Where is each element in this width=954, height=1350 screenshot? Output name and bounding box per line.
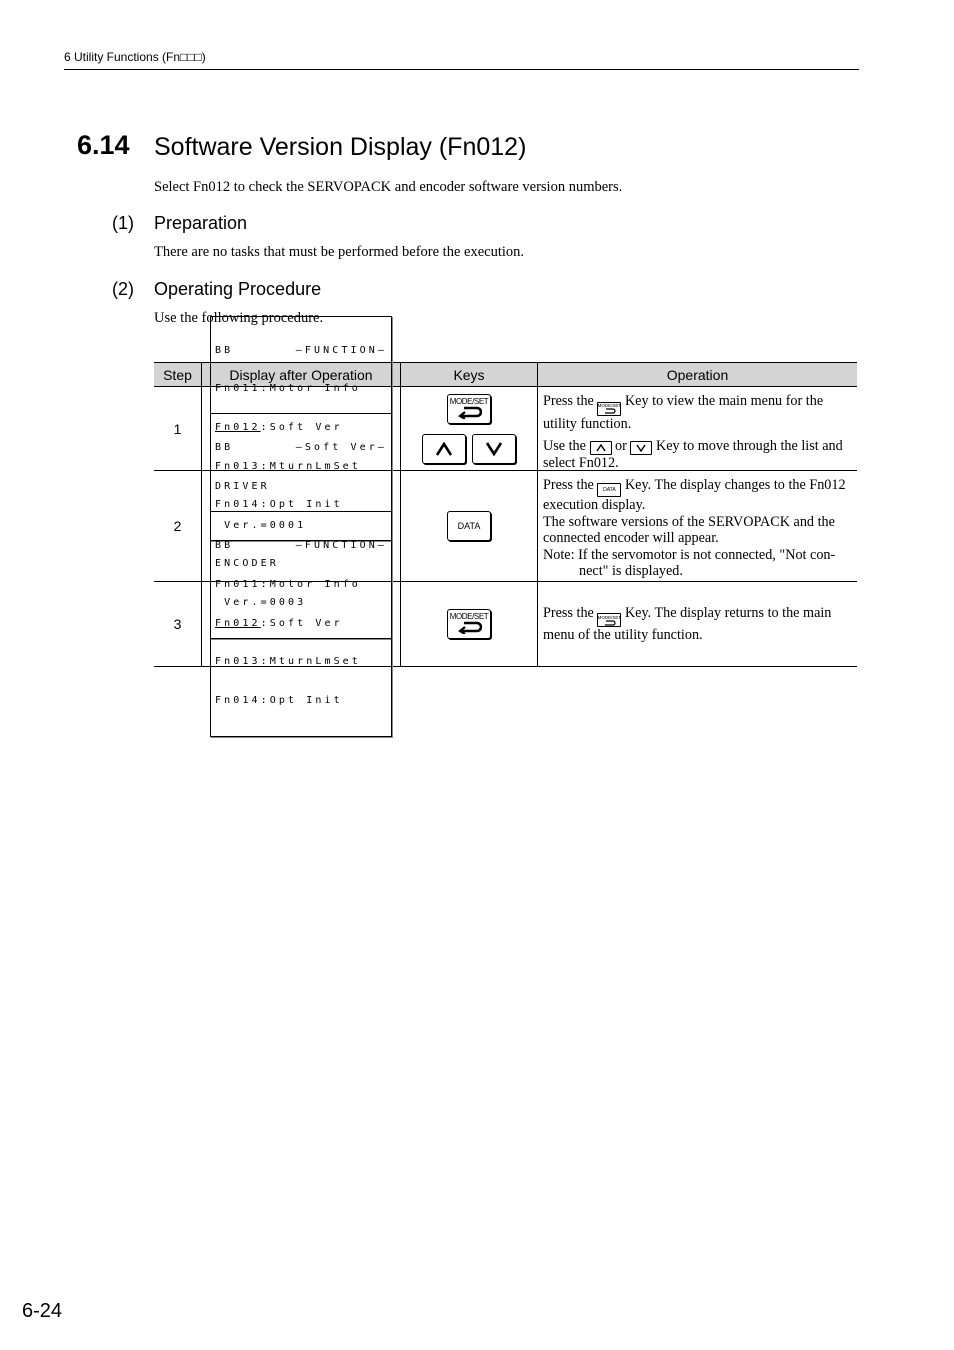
up-arrow-icon <box>435 442 453 456</box>
display-line: Fn011:Motor Info <box>215 383 361 395</box>
enter-arrow-icon <box>456 406 482 419</box>
mode-set-key-icon-label: MODE/SET <box>597 614 622 620</box>
step-number: 3 <box>154 582 202 666</box>
header-operation: Operation <box>666 366 729 383</box>
preparation-number: (1) <box>112 213 134 233</box>
up-key[interactable] <box>422 434 466 464</box>
section-title: Software Version Display (Fn012) <box>154 133 527 161</box>
step-number: 1 <box>154 387 202 470</box>
display-status: BB <box>215 442 234 454</box>
mode-set-key-label: MODE/SET <box>449 396 489 406</box>
header-display: Display after Operation <box>202 363 401 386</box>
display-line: Fn014:Opt Init <box>215 694 343 706</box>
note-label: Note: <box>543 546 579 563</box>
preparation-text: There are no tasks that must be performed before the execution. <box>154 244 525 260</box>
header-rule <box>64 69 859 70</box>
operation-text: Press the <box>543 477 598 493</box>
up-key-icon <box>590 441 612 455</box>
display-mode: –FUNCTION– <box>295 344 387 356</box>
operation-text: Press the <box>543 604 598 621</box>
mode-set-key-icon-label: MODE/SET <box>597 403 622 408</box>
header-step: Step <box>154 363 202 386</box>
preparation-heading: Preparation <box>154 213 248 233</box>
data-key-icon: DATA <box>597 483 621 497</box>
operation-text: Key to view the main menu for the utility function. <box>543 393 824 432</box>
page-number: 6-24 <box>22 1300 63 1322</box>
procedure-table <box>154 344 857 706</box>
operation-text: Use the <box>543 438 590 454</box>
mode-set-key[interactable] <box>447 609 491 639</box>
down-key-icon <box>630 441 652 455</box>
display-line: :Soft Ver <box>260 617 343 629</box>
data-key[interactable]: DATA <box>447 511 491 541</box>
operation-text: The software versions of the SERVOPACK and the connected encoder will appear. <box>543 513 835 547</box>
display-line: Fn013:MturnLmSet <box>215 460 361 472</box>
display-line: Ver.=0001 <box>224 519 307 531</box>
mode-set-key-icon <box>597 613 621 627</box>
operation-text: or <box>611 438 631 454</box>
display-line: :Soft Ver <box>260 422 343 434</box>
down-arrow-icon <box>485 442 503 456</box>
display-mode: –Soft Ver– <box>295 442 387 454</box>
section-number: 6.14 <box>77 130 130 160</box>
header-keys: Keys <box>401 363 538 386</box>
display-status: BB <box>215 344 234 356</box>
operation-text: Key to move through the list and select Fn012. <box>543 438 843 471</box>
display-status: BB <box>215 540 234 552</box>
note-text: nect" is displayed. <box>579 563 683 580</box>
mode-set-key-label: MODE/SET <box>449 612 489 621</box>
section-intro: Select Fn012 to check the SERVOPACK and encoder software version numbers. <box>154 179 623 195</box>
down-key[interactable] <box>472 434 516 464</box>
operation-text: Press the <box>543 393 598 409</box>
display-line-cursor: Fn012 <box>215 617 261 629</box>
operation-text: Key. The display returns to the main menu of the utility function. <box>543 604 832 643</box>
display-line: Fn011:Motor Info <box>215 578 361 590</box>
display-line: Ver.=0003 <box>224 596 307 608</box>
procedure-heading: Operating Procedure <box>154 279 322 299</box>
mode-set-key-icon <box>597 402 621 416</box>
enter-arrow-icon <box>456 621 482 634</box>
display-line-cursor: Fn012 <box>215 422 261 434</box>
note-text: If the servomotor is not connected, "Not con- <box>578 546 836 563</box>
display-line: DRIVER <box>215 480 270 492</box>
display-line: ENCODER <box>215 558 279 570</box>
procedure-text: Use the following procedure. <box>154 310 324 326</box>
procedure-number: (2) <box>112 279 134 299</box>
display-mode: –FUNCTION– <box>295 540 387 552</box>
display-line: Fn013:MturnLmSet <box>215 656 361 668</box>
running-header: 6 Utility Functions (Fn□□□) <box>64 50 206 64</box>
display-line: Fn014:Opt Init <box>215 499 343 511</box>
operation-text: Key. The display changes to the Fn012 execution display. <box>543 477 846 514</box>
mode-set-key[interactable] <box>447 394 491 424</box>
step-number: 2 <box>154 471 202 581</box>
panel-display <box>210 511 392 736</box>
